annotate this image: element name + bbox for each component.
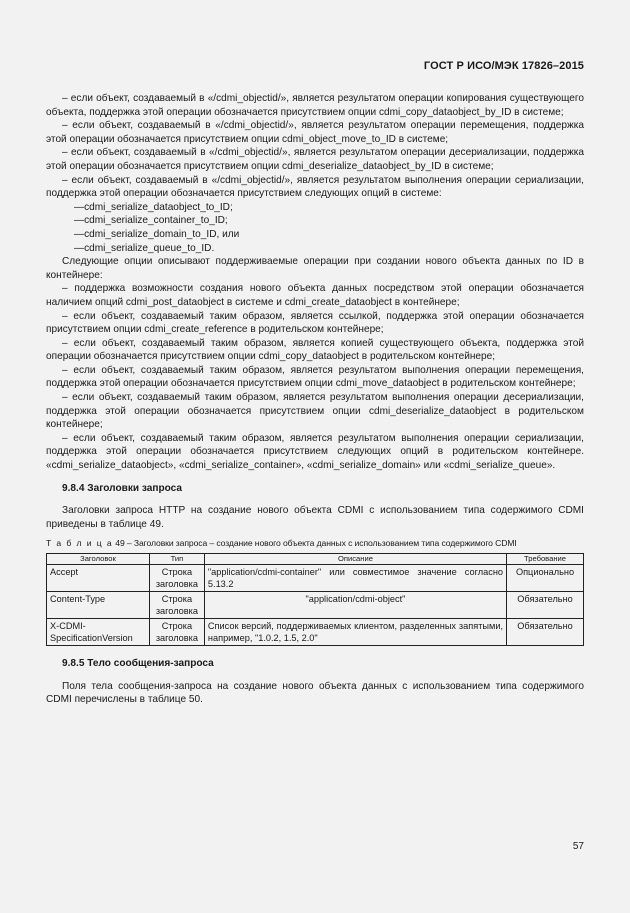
- page-content: [46, 92, 584, 707]
- column-header: Тип: [149, 554, 204, 565]
- table-cell: Опционально: [507, 565, 584, 592]
- paragraph: – если объект, создаваемый таким образом, является результатом выполнения операции перемещения, поддержка этой операции обозначается присутствием опции cdmi_move_dataobject в родительском контейнере;: [46, 364, 584, 390]
- page-number: 57: [572, 841, 584, 852]
- paragraph: Следующие опции описывают поддерживаемые операции при создании нового объекта данных по ID в контейнере:: [46, 256, 584, 281]
- table-cell: X-CDMI-SpecificationVersion: [47, 619, 150, 646]
- table-cell: Строка заголовка: [149, 592, 204, 619]
- table-row: [47, 565, 584, 592]
- paragraph: – если объект, создаваемый в «/cdmi_objectid/», является результатом выполнения операции сериализации, поддержка этой операции обозначается присутствием следующих опций в системе:: [46, 174, 584, 200]
- paragraph: – если объект, создаваемый таким образом, является копией существующего объекта, поддержка этой операции обозначается присутствием опции cdmi_copy_dataobject в родительском контейнере;: [46, 337, 584, 363]
- table-row: [47, 592, 584, 619]
- document-header: ГОСТ Р ИСО/МЭК 17826–2015: [423, 60, 584, 72]
- table-caption-label: Т а б л и ц а: [46, 538, 113, 549]
- paragraph: – если объект, создаваемый в «/cdmi_objectid/», является результатом операции перемещения, поддержка этой операции обозначается присутствием опции cdmi_object_move_to_ID в системе;: [46, 120, 584, 145]
- column-header: Описание: [204, 554, 506, 565]
- table-caption-text: 49 – Заголовки запроса – создание нового объекта данных с использованием типа содержимого CDMI: [113, 538, 517, 549]
- table-cell: Content-Type: [47, 592, 150, 619]
- section-heading: 9.8.4 Заголовки запроса: [62, 482, 183, 494]
- paragraph: – если объект, создаваемый в «/cdmi_objectid/», является результатом операции копирования существующего объекта, поддержка этой операции обозначается присутствием опции cdmi_copy_dataobject_by_ID в системе;: [46, 93, 584, 118]
- paragraph: – поддержка возможности создания нового объекта данных посредством этой операции обозначается наличием опций cdmi_post_dataobject в системе и cdmi_create_dataobject в контейнере;: [46, 283, 584, 308]
- table-header-row: [47, 554, 584, 565]
- paragraph: – если объект, создаваемый в «/cdmi_objectid/», является результатом операции десериализации, поддержка этой операции обозначается присутствием опции cdmi_deserialize_dataobject_by_ID в системе;: [46, 147, 584, 172]
- paragraph: – если объект, создаваемый таким образом, является ссылкой, поддержка этой операции обозначается присутствием опции cdmi_create_reference в родительском контейнере;: [46, 310, 584, 336]
- table-cell: Строка заголовка: [149, 619, 204, 646]
- paragraph: Поля тела сообщения-запроса на создание нового объекта данных с использованием типа содержимого CDMI перечислены в таблице 50.: [46, 680, 584, 706]
- table-caption: [46, 537, 584, 551]
- table-cell: Строка заголовка: [149, 565, 204, 592]
- table-cell: "application/cdmi-object": [204, 592, 506, 619]
- table-cell: Список версий, поддерживаемых клиентом, разделенных запятыми, например, "1.0.2, 1.5, 2.0": [204, 619, 506, 646]
- paragraph: Заголовки запроса HTTP на создание нового объекта CDMI с использованием типа содержимого CDMI приведены в таблице 49.: [46, 505, 584, 530]
- column-header: Заголовок: [47, 554, 150, 565]
- request-headers-table: [46, 553, 584, 646]
- table-cell: Обязательно: [507, 619, 584, 646]
- section-heading: 9.8.5 Тело сообщения-запроса: [62, 658, 214, 669]
- table-row: [47, 619, 584, 646]
- paragraph: – если объект, создаваемый таким образом, является результатом выполнения операции сериализации, поддержка этой операции обозначается присутствием следующих опций в родительском контейнере. «cdmi_serialize_dataobject», «cdmi_serialize_container», «cdmi_serialize_domain» или «cdmi_serialize_queue».: [46, 432, 584, 472]
- list-item: —cdmi_serialize_container_to_ID;: [74, 215, 228, 227]
- list-item: —cdmi_serialize_dataobject_to_ID;: [74, 201, 233, 213]
- list-item: —cdmi_serialize_domain_to_ID, или: [74, 228, 240, 240]
- list-item: —cdmi_serialize_queue_to_ID.: [74, 242, 215, 254]
- table-cell: "application/cdmi-container" или совместимое значение согласно 5.13.2: [204, 565, 506, 592]
- table-cell: Accept: [47, 565, 150, 592]
- paragraph: – если объект, создаваемый таким образом, является результатом выполнения операции десериализации, поддержка этой операции обозначается присутствием опции cdmi_deserialize_dataobject в родительском контейнере;: [46, 392, 584, 431]
- table-cell: Обязательно: [507, 592, 584, 619]
- column-header: Требование: [507, 554, 584, 565]
